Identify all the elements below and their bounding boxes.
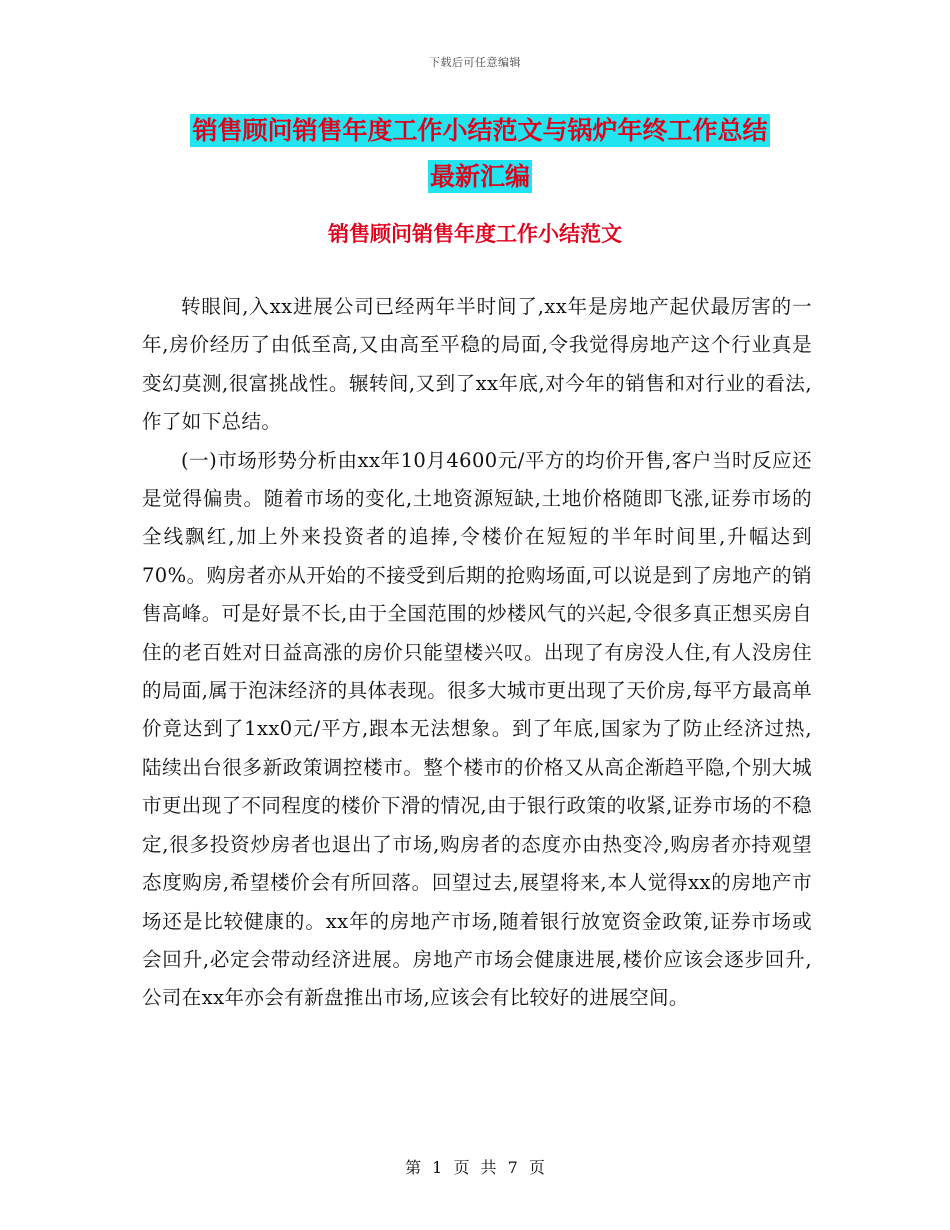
document-title — [150, 108, 810, 200]
paragraph-intro: 转眼间,入xx进展公司已经两年半时间了,xx年是房地产起伏最厉害的一年,房价经历了由低至高,又由高至平稳的局面,令我觉得房地产这个行业真是变幻莫测,很富挑战性。辗转间,又到了xx年底,对今年的销售和对行业的看法,作了如下总结。 — [142, 295, 812, 434]
header-note: 下载后可任意编辑 — [429, 56, 521, 69]
page-number: 第 1 页 共 7 页 — [405, 1158, 545, 1177]
paragraph-market-analysis: (一)市场形势分析由xx年10月4600元/平方的均价开售,客户当时反应还是觉得偏贵。随着市场的变化,土地资源短缺,土地价格随即飞涨,证券市场的全线飘红,加上外来投资者的追捧,令楼价在短短的半年时间里,升幅达到70%。购房者亦从开始的不接受到后期的抢购场面,可以说是到了房地产的销售高峰。可是好景不长,由于全国范围的炒楼风气的兴起,令很多真正想买房自住的老百姓对日益高涨的房价只能望楼兴叹。出现了有房没人住,有人没房住的局面,属于泡沫经济的具体表现。很多大城市更出现了天价房,每平方最高单价竟达到了1xx0元/平方,跟本无法想象。到了年底,国家为了防止经济过热,陆续出台很多新政策调控楼市。整个楼市的价格又从高企渐趋平隐,个别大城市更出现了不同程度的楼价下滑的情况,由于银行政策的收紧,证券市场的不稳定,很多投资炒房者也退出了市场,购房者的态度亦由热变冷,购房者亦持观望态度购房,希望楼价会有所回落。回望过去,展望将来,本人觉得xx的房地产市场还是比较健康的。xx年的房地产市场,随着银行放宽资金政策,证券市场或会回升,必定会带动经济进展。房地产市场会健康进展,楼价应该会逐步回升,公司在xx年亦会有新盘推出市场,应该会有比较好的进展空间。 — [142, 448, 812, 1010]
section-title: 销售顾问销售年度工作小结范文 — [328, 222, 622, 246]
document-title-line-1: 销售顾问销售年度工作小结范文与锅炉年终工作总结 — [192, 116, 768, 145]
body-text — [142, 288, 812, 1018]
document-title-line-2: 最新汇编 — [429, 162, 530, 191]
